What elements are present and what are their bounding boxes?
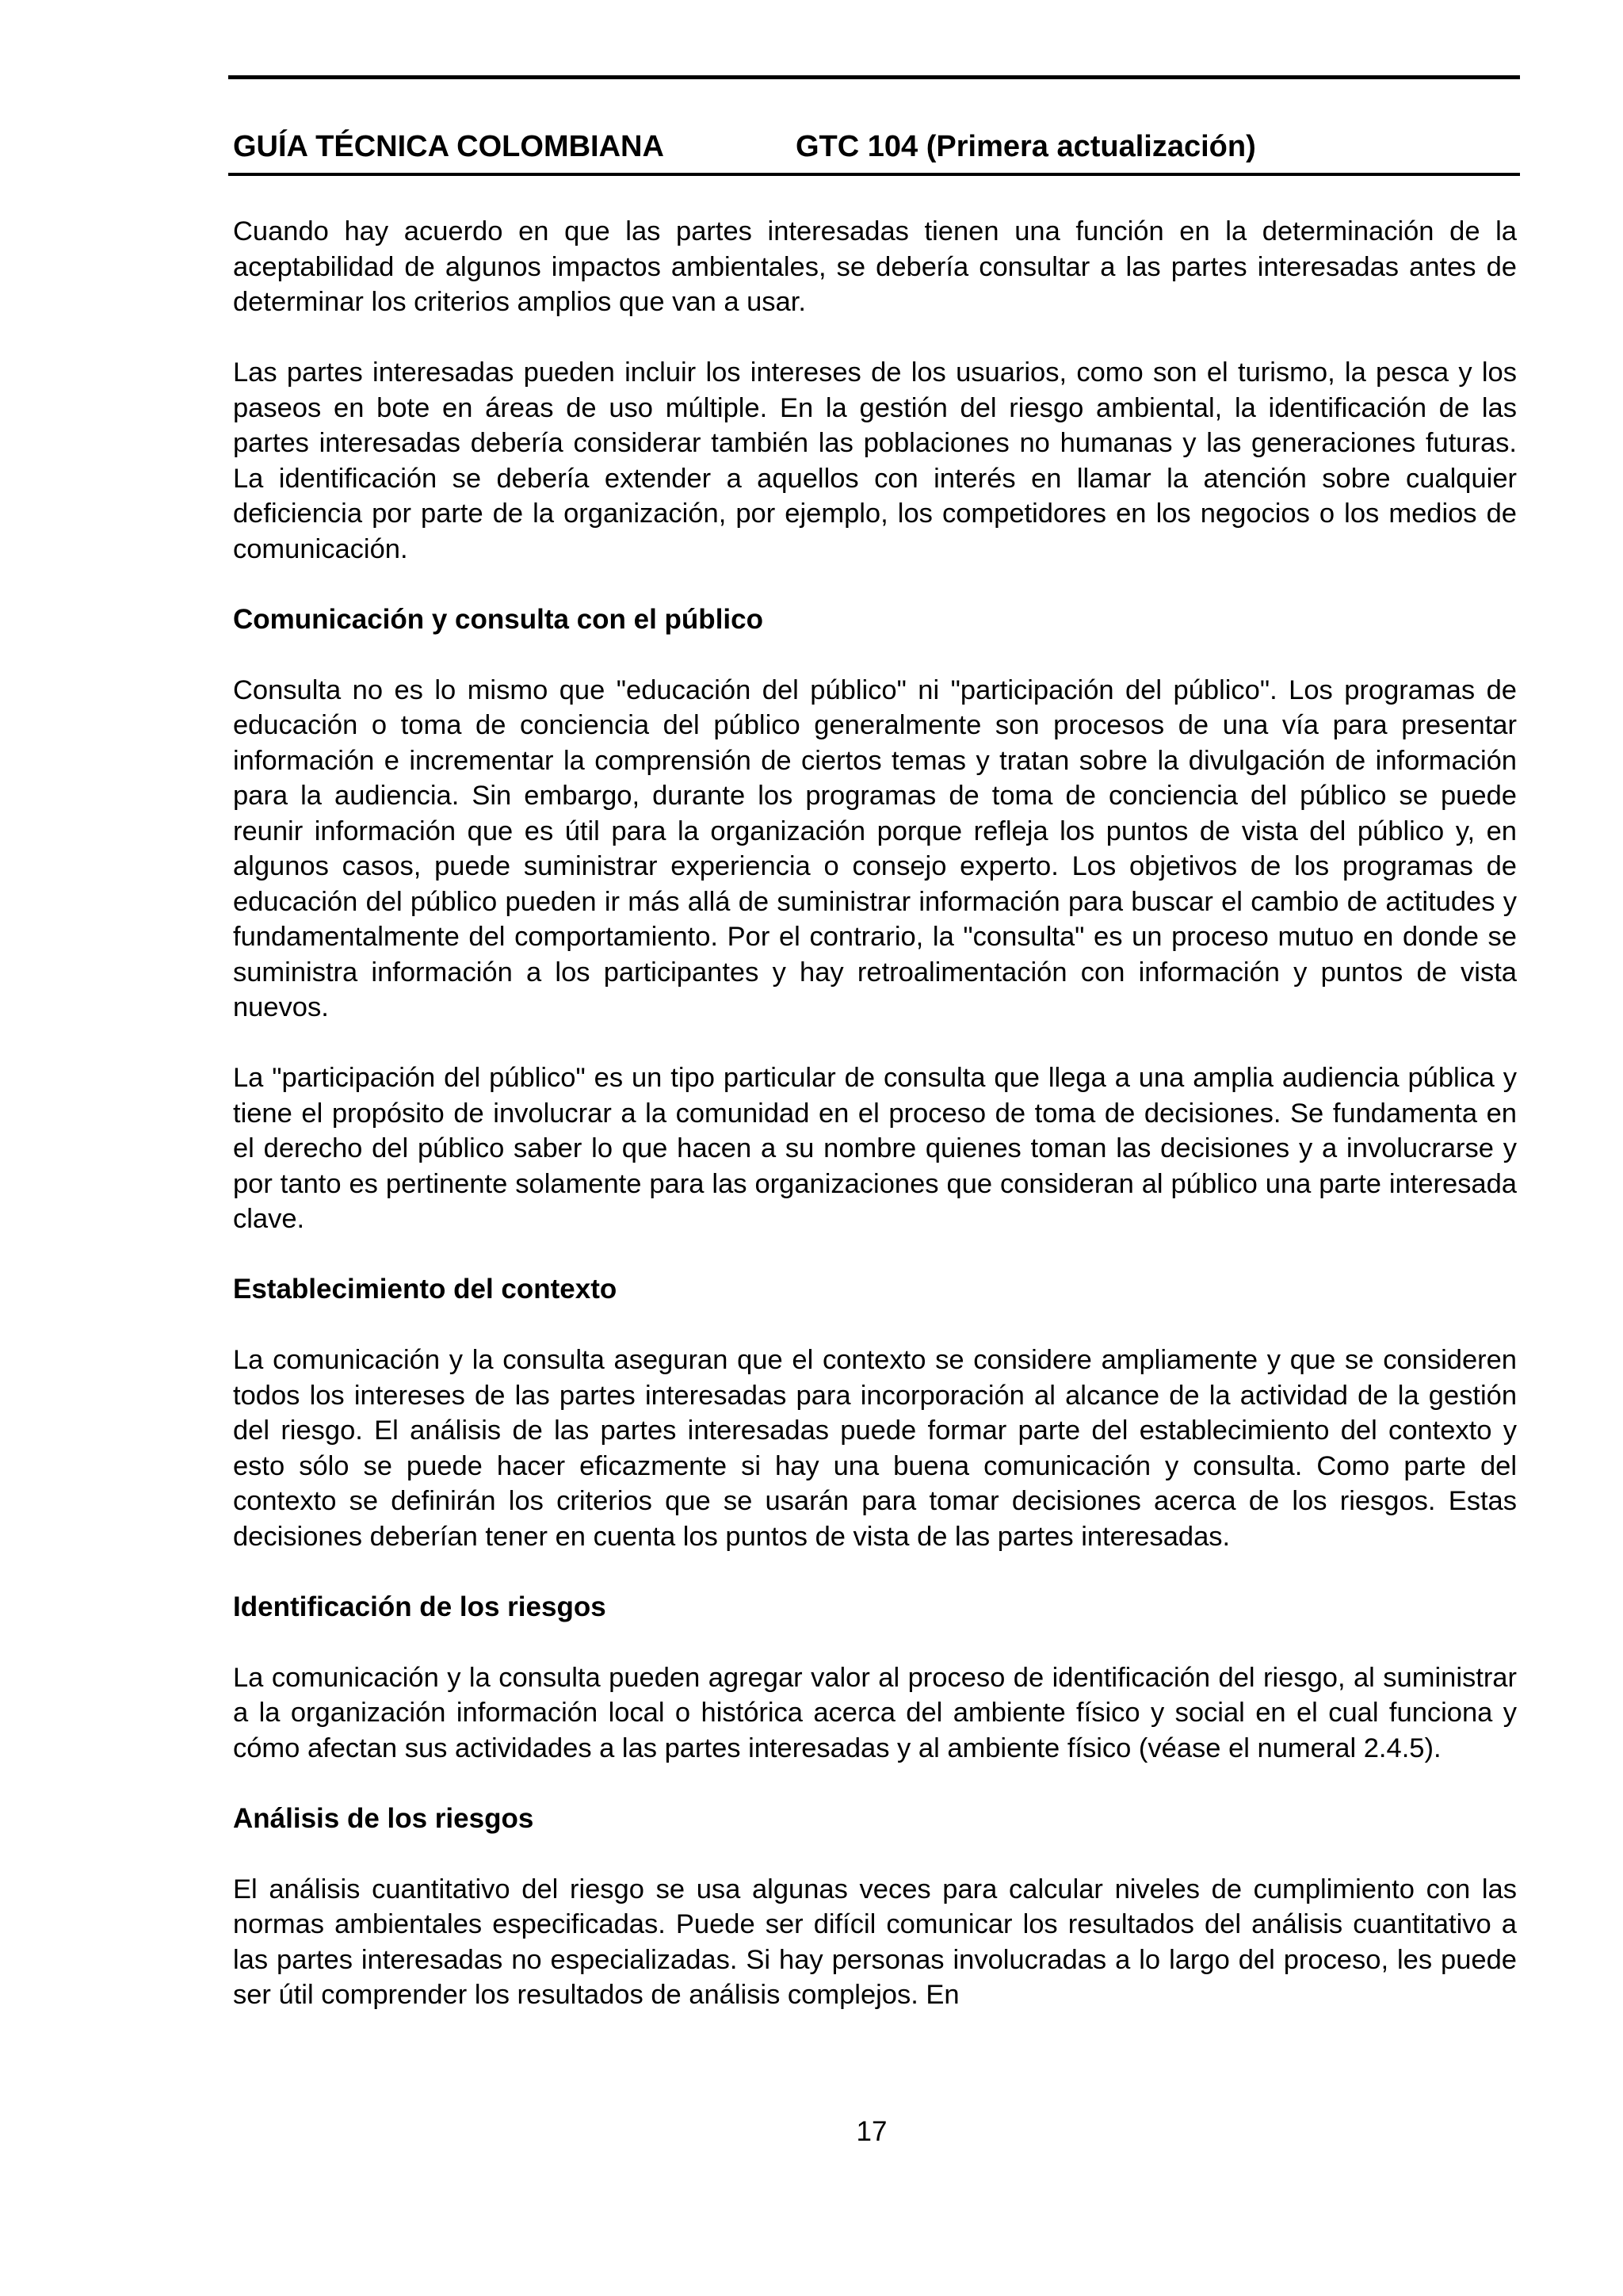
section-heading: Identificación de los riesgos — [233, 1591, 606, 1622]
paragraph: La comunicación y la consulta pueden agregar valor al proceso de identificación del riesgo, al suministrar a la organización información local o histórica acerca del ambiente físico y social en el cual funciona y cómo afectan sus actividades a las partes interesadas y al ambiente físico (véase el numeral 2.4.5). — [233, 1662, 1517, 1763]
page-number: 17 — [856, 2116, 888, 2147]
paragraph: Consulta no es lo mismo que "educación del público" ni "participación del público". Los programas de educación o toma de conciencia del público generalmente son procesos de una vía para presentar información e incrementar la comprensión de ciertos temas y tratan sobre la divulgación de información para la audiencia. Sin embargo, durante los programas de toma de conciencia del público se puede reunir información que es útil para la organización porque refleja los puntos de vista del público y, en algunos casos, puede suministrar experiencia o consejo experto. Los objetivos de los programas de educación del público pueden ir más allá de suministrar información para buscar el cambio de actitudes y fundamentalmente del comportamiento. Por el contrario, la "consulta" es un proceso mutuo en donde se suministra información a los participantes y hay retroalimentación con información y puntos de vista nuevos. — [233, 674, 1517, 1022]
paragraph: Cuando hay acuerdo en que las partes interesadas tienen una función en la determinación de la aceptabilidad de algunos impactos ambientales, se debería consultar a las partes interesadas antes de determinar los criterios amplios que van a usar. — [233, 216, 1517, 317]
header-bottom-rule — [228, 173, 1520, 176]
page-header — [233, 127, 1517, 166]
section-heading: Establecimiento del contexto — [233, 1274, 617, 1305]
paragraph: Las partes interesadas pueden incluir los intereses de los usuarios, como son el turismo, la pesca y los paseos en bote en áreas de uso múltiple. En la gestión del riesgo ambiental, la identificación de las partes interesadas debería considerar también las poblaciones no humanas y las generaciones futuras. La identificación se debería extender a aquellos con interés en llamar la atención sobre cualquier deficiencia por parte de la organización, por ejemplo, los competidores en los negocios o los medios de comunicación. — [233, 357, 1517, 564]
paragraph: La "participación del público" es un tipo particular de consulta que llega a una amplia audiencia pública y tiene el propósito de involucrar a la comunidad en el proceso de toma de decisiones. Se fundamenta en el derecho del público saber lo que hacen a su nombre quienes toman las decisiones y a involucrarse y por tanto es pertinente solamente para las organizaciones que consideran al público una parte interesada clave. — [233, 1063, 1517, 1234]
section-heading: Análisis de los riesgos — [233, 1802, 534, 1834]
paragraph: La comunicación y la consulta aseguran que el contexto se considere ampliamente y que se consideren todos los intereses de las partes interesadas para incorporación al alcance de la actividad de la gestión del riesgo. El análisis de las partes interesadas puede formar parte del establecimiento del contexto y esto sólo se puede hacer eficazmente si hay una buena comunicación y consulta. Como parte del contexto se definirán los criterios que se usarán para tomar decisiones acerca de los riesgos. Estas decisiones deberían tener en cuenta los puntos de vista de las partes interesadas. — [233, 1345, 1517, 1552]
paragraph: El análisis cuantitativo del riesgo se usa algunas veces para calcular niveles de cumplimiento con las normas ambientales especificadas. Puede ser difícil comunicar los resultados del análisis cuantitativo a las partes interesadas no especializadas. Si hay personas involucradas a lo largo del proceso, les puede ser útil comprender los resultados de análisis complejos. En — [233, 1874, 1517, 2010]
document-body — [233, 214, 1517, 2048]
header-top-rule — [228, 75, 1520, 79]
header-document-type: GUÍA TÉCNICA COLOMBIANA — [233, 130, 664, 163]
section-heading: Comunicación y consulta con el público — [233, 603, 763, 635]
header-document-code: GTC 104 (Primera actualización) — [796, 130, 1256, 163]
